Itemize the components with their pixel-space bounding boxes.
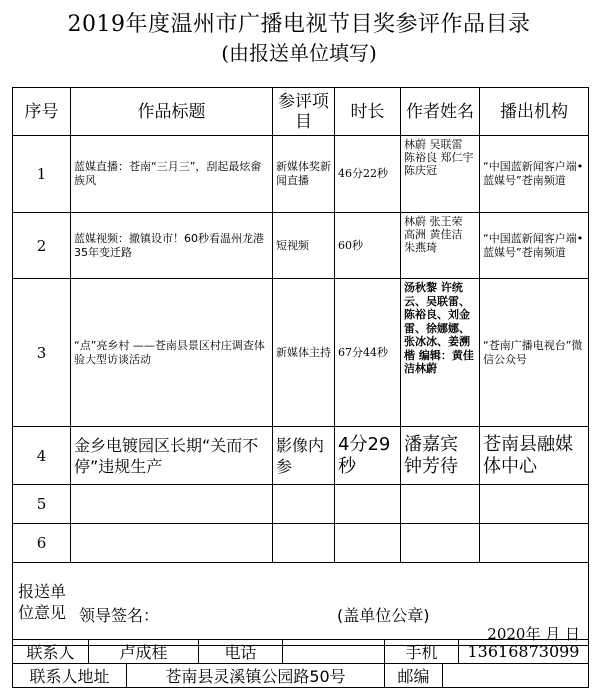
entries-table <box>12 87 589 646</box>
row-authors <box>401 485 480 524</box>
phone-label: 电话 <box>199 640 283 664</box>
row-broadcaster <box>480 485 589 524</box>
row-title: “点”亮乡村 ——苍南县景区村庄调查体验大型访谈活动 <box>71 279 273 427</box>
row-authors: 汤秋黎 许统云、吴联雷、陈裕良、刘金雷、徐娜娜、张冰冰、姜溯楷 编辑：黄佳洁林蔚 <box>401 279 480 427</box>
row-broadcaster: “中国蓝新闻客户端•蓝媒号”苍南频道 <box>480 136 589 213</box>
address-row <box>13 664 589 688</box>
row-duration: 46分22秒 <box>335 136 401 213</box>
row-broadcaster: “中国蓝新闻客户端•蓝媒号”苍南频道 <box>480 213 589 279</box>
row-duration: 60秒 <box>335 213 401 279</box>
postcode-label: 邮编 <box>385 664 443 688</box>
row-category <box>273 485 335 524</box>
header-broadcaster: 播出机构 <box>480 88 589 136</box>
table-row <box>13 524 589 563</box>
row-index: 5 <box>13 485 71 524</box>
row-broadcaster: 苍南县融媒体中心 <box>480 427 589 485</box>
row-duration: 67分44秒 <box>335 279 401 427</box>
row-duration: 4分29秒 <box>335 427 401 485</box>
opinion-row <box>13 563 589 646</box>
contact-table <box>12 639 589 664</box>
row-authors <box>401 524 480 563</box>
table-row <box>13 427 589 485</box>
contact-row <box>13 640 589 664</box>
mobile-value: 13616873099 <box>459 640 589 664</box>
official-seal-label: (盖单位公章) <box>337 606 430 625</box>
address-value: 苍南县灵溪镇公园路50号 <box>127 664 385 688</box>
row-title: 蓝媒视频：撤镇设市！60秒看温州龙港35年变迁路 <box>71 213 273 279</box>
row-category <box>273 524 335 563</box>
row-index: 6 <box>13 524 71 563</box>
row-duration <box>335 485 401 524</box>
address-label: 联系人地址 <box>13 664 127 688</box>
row-category: 新媒体奖新闻直播 <box>273 136 335 213</box>
row-category: 短视频 <box>273 213 335 279</box>
mobile-label: 手机 <box>385 640 459 664</box>
row-broadcaster: “苍南广播电视台”微信公众号 <box>480 279 589 427</box>
table-row <box>13 136 589 213</box>
header-row <box>13 88 589 136</box>
document-title: 2019年度温州市广播电视节目奖参评作品目录 <box>67 12 531 37</box>
row-authors: 林蔚 张王荣 高洲 黄佳洁 朱燕琦 <box>401 213 480 279</box>
leader-signature-label: 领导签名： <box>79 606 160 625</box>
header-category: 参评项目 <box>273 88 335 136</box>
row-title: 金乡电镀园区长期“关而不停”违规生产 <box>71 427 273 485</box>
row-title <box>71 524 273 563</box>
header-duration: 时长 <box>335 88 401 136</box>
row-title <box>71 485 273 524</box>
contact-label: 联系人 <box>13 640 89 664</box>
row-index: 3 <box>13 279 71 427</box>
table-row <box>13 213 589 279</box>
phone-value <box>283 640 385 664</box>
row-category: 影像内参 <box>273 427 335 485</box>
row-title: 蓝媒直播：苍南“三月三”，刮起最炫畲族风 <box>71 136 273 213</box>
opinion-date: 2020年 月 日 <box>487 625 580 643</box>
table-row <box>13 485 589 524</box>
opinion-label: 报送单位意见 <box>17 582 66 622</box>
postcode-value <box>443 664 589 688</box>
header-index: 序号 <box>13 88 71 136</box>
row-index: 4 <box>13 427 71 485</box>
address-table <box>12 663 589 688</box>
row-authors: 林蔚 吴联雷 陈裕良 郑仁宇 陈庆冠 <box>401 136 480 213</box>
row-category: 新媒体主持 <box>273 279 335 427</box>
row-index: 1 <box>13 136 71 213</box>
header-authors: 作者姓名 <box>401 88 480 136</box>
row-broadcaster <box>480 524 589 563</box>
header-title: 作品标题 <box>71 88 273 136</box>
row-duration <box>335 524 401 563</box>
document-subtitle: (由报送单位填写) <box>221 41 377 65</box>
table-row <box>13 279 589 427</box>
row-index: 2 <box>13 213 71 279</box>
contact-value: 卢成桂 <box>89 640 199 664</box>
row-authors: 潘嘉宾 钟芳待 <box>401 427 480 485</box>
opinion-cell <box>13 563 589 646</box>
